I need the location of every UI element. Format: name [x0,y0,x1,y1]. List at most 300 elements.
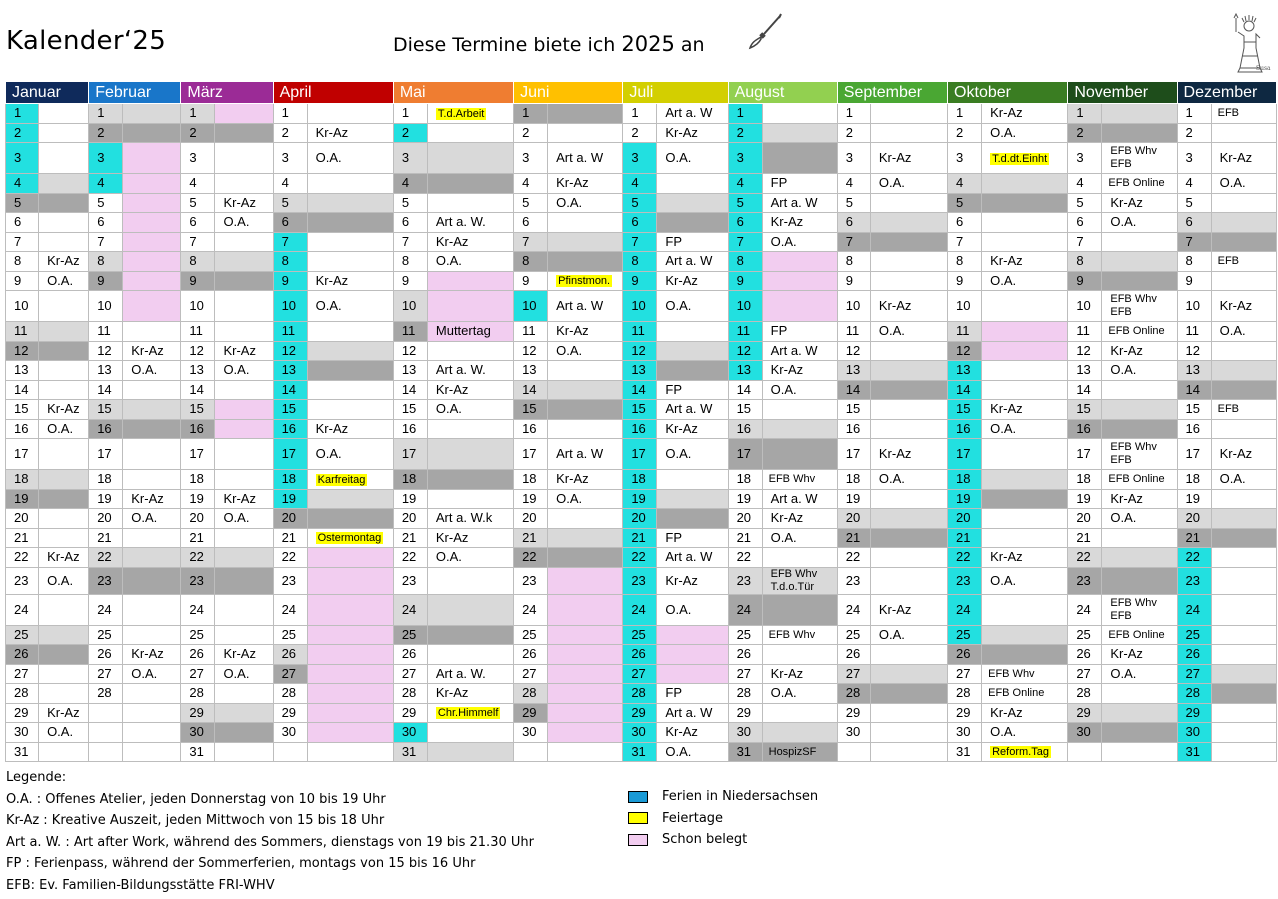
day-number: 11 [1177,322,1211,342]
day-event [1211,123,1276,143]
day-number: 31 [181,742,215,762]
day-event: EFB [1211,104,1276,124]
day-number: 13 [514,361,548,381]
day-number: 8 [393,252,427,272]
day-number: 28 [6,684,39,704]
color-key [628,786,818,851]
day-event [870,664,947,684]
day-number: 30 [273,723,307,743]
day-event: O.A. [427,252,513,272]
day-event: O.A. [657,143,728,174]
day-event [1211,742,1276,762]
day-event [215,400,273,420]
day-event [427,439,513,470]
day-event [870,645,947,665]
day-event: Kr-Az [1211,143,1276,174]
day-number: 16 [728,419,762,439]
day-number: 6 [837,213,870,233]
day-number: 5 [948,193,982,213]
legend-heading: Legende: [6,770,67,785]
day-event [870,684,947,704]
day-number: 12 [623,341,657,361]
day-event [39,625,89,645]
day-event [548,664,623,684]
day-event: Muttertag [427,322,513,342]
day-number: 7 [393,232,427,252]
day-number: 8 [728,252,762,272]
legend-item-kraz: Kr-Az : Kreative Auszeit, jeden Mittwoch von 15 bis 18 Uhr [6,813,385,828]
day-number: 22 [393,548,427,568]
month-header-september: September [837,82,947,104]
day-number: 18 [514,470,548,490]
day-row-18 [6,470,1277,490]
day-number: 11 [948,322,982,342]
day-event: Kr-Az [123,645,181,665]
day-number: 6 [948,213,982,233]
day-number: 30 [1177,723,1211,743]
day-event [123,143,181,174]
day-number: 12 [6,341,39,361]
day-number: 10 [273,291,307,322]
day-number: 3 [623,143,657,174]
day-event [870,548,947,568]
day-number: 11 [837,322,870,342]
day-event [548,252,623,272]
day-event [307,548,393,568]
day-number: 30 [6,723,39,743]
day-event [215,625,273,645]
day-event [39,742,89,762]
day-row-21 [6,528,1277,548]
day-event [762,400,837,420]
day-number: 10 [1068,291,1102,322]
day-event [307,742,393,762]
day-row-27 [6,664,1277,684]
day-event: O.A. [762,380,837,400]
day-event [1211,625,1276,645]
day-event [1102,684,1177,704]
day-event [427,291,513,322]
day-number: 26 [273,645,307,665]
day-number: 9 [89,271,123,291]
holiday-label: T.d.dt.Einht [992,152,1048,165]
day-event [762,645,837,665]
day-number: 26 [1177,645,1211,665]
day-event [870,271,947,291]
day-event [215,232,273,252]
day-number [273,742,307,762]
day-number: 27 [393,664,427,684]
day-number: 15 [728,400,762,420]
day-event: EFB Whv [982,664,1068,684]
day-number: 26 [89,645,123,665]
day-event: Kr-Az [123,341,181,361]
day-event [982,594,1068,625]
day-event: O.A. [982,271,1068,291]
day-event [215,104,273,124]
day-number: 26 [948,645,982,665]
day-number: 25 [623,625,657,645]
day-event [39,528,89,548]
day-number: 30 [948,723,982,743]
day-event [215,419,273,439]
day-event [427,489,513,509]
day-event: Kr-Az [307,419,393,439]
day-event [307,341,393,361]
day-event [307,213,393,233]
day-event [1211,703,1276,723]
day-event: FP [762,322,837,342]
day-number: 26 [837,645,870,665]
day-number: 3 [6,143,39,174]
day-event [548,361,623,381]
day-event [1102,723,1177,743]
day-event [870,123,947,143]
holiday-label: Ostermontag [317,532,382,545]
day-number: 10 [948,291,982,322]
day-number: 12 [89,341,123,361]
day-event [123,548,181,568]
day-event [982,625,1068,645]
day-event [427,143,513,174]
day-event [1102,548,1177,568]
day-event [982,174,1068,194]
day-number: 25 [948,625,982,645]
day-number: 13 [837,361,870,381]
day-number: 9 [1177,271,1211,291]
day-event [123,419,181,439]
day-number: 17 [1068,439,1102,470]
day-number: 28 [273,684,307,704]
day-number: 31 [728,742,762,762]
day-event: EFB [1211,252,1276,272]
day-number: 4 [1177,174,1211,194]
day-number: 17 [728,439,762,470]
day-number: 22 [273,548,307,568]
day-number: 20 [837,509,870,529]
day-event: O.A. [123,509,181,529]
day-event: O.A. [39,271,89,291]
day-event [427,470,513,490]
day-number: 8 [1068,252,1102,272]
day-event: Kr-Az [657,123,728,143]
day-event [427,594,513,625]
day-event [548,232,623,252]
day-event: HospizSF [762,742,837,762]
day-number: 13 [89,361,123,381]
day-event [123,567,181,594]
day-number: 25 [1177,625,1211,645]
day-number: 23 [273,567,307,594]
day-event: FP [762,174,837,194]
day-event [123,380,181,400]
day-row-22 [6,548,1277,568]
day-number: 10 [393,291,427,322]
day-number: 21 [837,528,870,548]
day-number: 9 [948,271,982,291]
day-number: 29 [623,703,657,723]
day-number: 6 [1177,213,1211,233]
day-number: 12 [1068,341,1102,361]
day-event [123,439,181,470]
paintbrush-icon [744,12,784,52]
page-subtitle [393,32,705,56]
day-event [215,723,273,743]
day-number [514,742,548,762]
day-number [1068,742,1102,762]
day-event [762,548,837,568]
day-number: 19 [6,489,39,509]
day-number: 29 [728,703,762,723]
day-number: 28 [948,684,982,704]
day-event [1211,380,1276,400]
day-number: 1 [728,104,762,124]
day-event [307,528,393,548]
day-event [1211,528,1276,548]
day-event: O.A. [307,439,393,470]
day-event [1211,361,1276,381]
day-event: FP [657,528,728,548]
day-number: 25 [393,625,427,645]
day-event [982,528,1068,548]
day-event [427,645,513,665]
day-event [548,528,623,548]
day-number: 19 [948,489,982,509]
day-number: 7 [273,232,307,252]
day-event: Kr-Az [982,703,1068,723]
day-event: Kr-Az [215,645,273,665]
month-header-november: November [1068,82,1177,104]
day-number: 25 [514,625,548,645]
day-number: 10 [181,291,215,322]
day-number: 1 [948,104,982,124]
day-number: 16 [514,419,548,439]
day-number: 12 [393,341,427,361]
day-event [39,380,89,400]
day-event: EFB Whv EFB [1102,291,1177,322]
day-event: O.A. [870,322,947,342]
day-number: 13 [728,361,762,381]
day-event [870,567,947,594]
day-number: 20 [623,509,657,529]
day-number: 25 [837,625,870,645]
day-event [1102,380,1177,400]
day-number: 15 [837,400,870,420]
day-number: 8 [623,252,657,272]
day-event [307,703,393,723]
day-number: 10 [1177,291,1211,322]
day-number: 20 [6,509,39,529]
day-row-16 [6,419,1277,439]
day-event: Kr-Az [657,419,728,439]
day-event: Art a. W [657,400,728,420]
day-number: 20 [728,509,762,529]
day-number: 1 [393,104,427,124]
day-number: 15 [623,400,657,420]
day-event: Kr-Az [307,123,393,143]
day-event [657,174,728,194]
day-event [548,548,623,568]
day-number: 13 [273,361,307,381]
page-title: Kalender‘25 [6,26,167,56]
day-number: 29 [181,703,215,723]
day-number: 17 [6,439,39,470]
day-number: 21 [393,528,427,548]
day-event [762,419,837,439]
day-event [1102,252,1177,272]
day-number: 20 [1177,509,1211,529]
day-number: 28 [181,684,215,704]
day-event: Art a. W [657,252,728,272]
legend-item-oa: O.A. : Offenes Atelier, jeden Donnerstag von 10 bis 19 Uhr [6,791,386,807]
day-event [39,193,89,213]
day-number: 20 [393,509,427,529]
day-event [1211,548,1276,568]
day-number: 16 [6,419,39,439]
day-event [982,143,1068,174]
day-number: 2 [1177,123,1211,143]
day-number: 15 [1177,400,1211,420]
day-event [123,252,181,272]
day-row-17 [6,439,1277,470]
day-number: 19 [393,489,427,509]
day-event: O.A. [982,567,1068,594]
day-number: 19 [728,489,762,509]
day-event [870,419,947,439]
day-number: 24 [6,594,39,625]
day-number: 18 [728,470,762,490]
day-number: 24 [273,594,307,625]
day-event [982,361,1068,381]
day-number: 3 [1177,143,1211,174]
day-event [870,380,947,400]
day-number: 18 [1068,470,1102,490]
month-header-row [6,82,1277,104]
day-number: 17 [273,439,307,470]
day-row-10 [6,291,1277,322]
day-number: 22 [1177,548,1211,568]
day-event [307,361,393,381]
subtitle-text: Diese Termine biete ich [393,34,616,56]
day-row-23 [6,567,1277,594]
day-event [1102,419,1177,439]
day-number: 23 [1177,567,1211,594]
day-number: 5 [6,193,39,213]
day-number: 20 [181,509,215,529]
day-event [123,291,181,322]
day-event [1211,232,1276,252]
day-number: 9 [837,271,870,291]
day-number: 25 [273,625,307,645]
day-event: O.A. [657,742,728,762]
day-number: 4 [181,174,215,194]
day-number: 30 [393,723,427,743]
day-event: EFB Whv EFB [1102,594,1177,625]
day-event [1211,419,1276,439]
day-row-5 [6,193,1277,213]
day-number: 22 [948,548,982,568]
day-event: O.A. [123,361,181,381]
day-event [307,645,393,665]
day-number: 14 [623,380,657,400]
day-number: 13 [1177,361,1211,381]
day-number: 5 [89,193,123,213]
day-event [307,400,393,420]
day-number: 23 [948,567,982,594]
day-event [39,645,89,665]
day-event: O.A. [762,684,837,704]
day-number: 5 [1177,193,1211,213]
day-event: Kr-Az [762,361,837,381]
day-number: 7 [623,232,657,252]
day-number: 6 [393,213,427,233]
day-row-13 [6,361,1277,381]
day-row-7 [6,232,1277,252]
day-event [548,400,623,420]
day-number: 29 [948,703,982,723]
day-number: 14 [6,380,39,400]
day-number: 16 [393,419,427,439]
day-event: EFB Online [1102,322,1177,342]
day-number: 8 [837,252,870,272]
day-number: 27 [728,664,762,684]
day-event [427,567,513,594]
day-number: 31 [6,742,39,762]
day-number: 28 [1068,684,1102,704]
day-event [1211,193,1276,213]
day-event [427,625,513,645]
day-number: 2 [181,123,215,143]
day-number: 18 [273,470,307,490]
day-number: 2 [728,123,762,143]
day-number: 23 [1068,567,1102,594]
day-number: 28 [89,684,123,704]
day-event [548,213,623,233]
day-number: 25 [6,625,39,645]
day-number: 14 [728,380,762,400]
day-number: 14 [273,380,307,400]
day-number: 5 [273,193,307,213]
day-event [548,123,623,143]
holiday-label: Reform.Tag [992,746,1049,759]
day-event [39,232,89,252]
day-event [870,509,947,529]
day-event [657,489,728,509]
day-number: 30 [728,723,762,743]
day-event: Art a. W [657,548,728,568]
day-number: 14 [181,380,215,400]
key-swatch-feiertage [628,812,648,824]
day-event [1211,213,1276,233]
day-number: 27 [623,664,657,684]
day-event [870,252,947,272]
day-number: 4 [273,174,307,194]
day-event [215,439,273,470]
holiday-label: Karfreitag [317,473,366,486]
day-event [427,419,513,439]
day-number: 6 [514,213,548,233]
day-number: 22 [89,548,123,568]
day-event [427,104,513,124]
day-number: 3 [948,143,982,174]
day-event [1211,567,1276,594]
day-number: 28 [1177,684,1211,704]
month-header-dezember: Dezember [1177,82,1276,104]
day-number: 3 [837,143,870,174]
day-number: 9 [6,271,39,291]
day-event: Kr-Az [39,400,89,420]
day-event [307,594,393,625]
